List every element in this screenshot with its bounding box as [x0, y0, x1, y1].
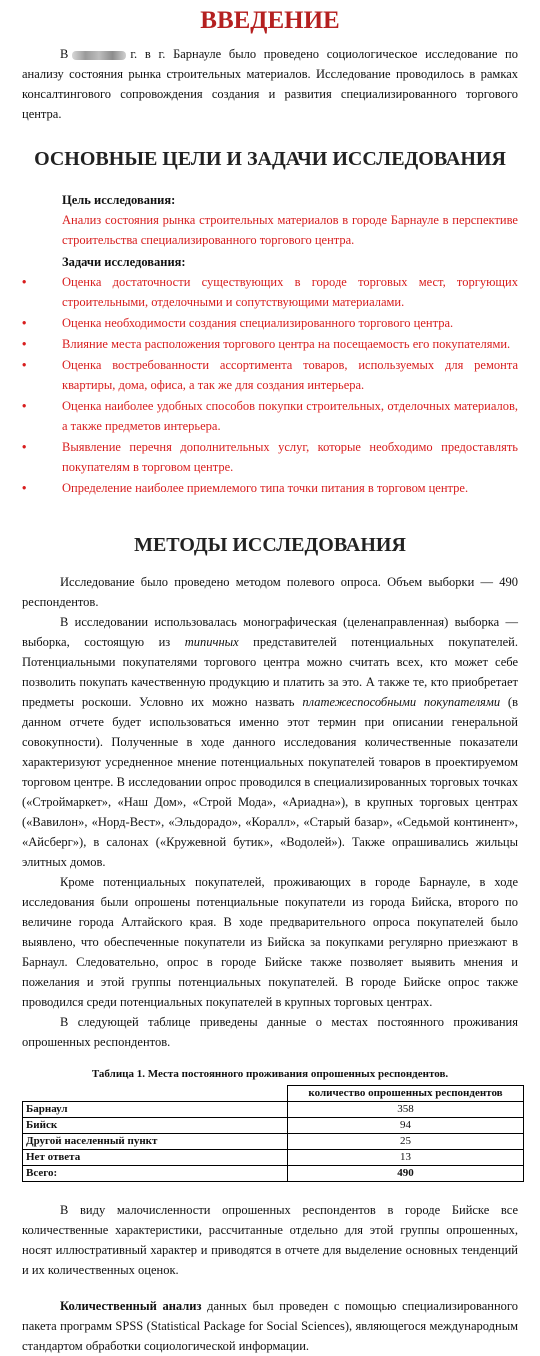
task-text: Оценка достаточности существующих в городе торговых мест, торгующих строительными, отделочными и сопутствующими материалами.: [62, 275, 518, 309]
methods-title: МЕТОДЫ ИССЛЕДОВАНИЯ: [134, 534, 406, 556]
table-row-name: Другой населенный пункт: [23, 1134, 288, 1150]
table-row-name: Бийск: [23, 1118, 288, 1134]
table-row-name: Барнаул: [23, 1102, 288, 1118]
intro-paragraph: [0, 44, 540, 124]
table-row-value: 490: [288, 1166, 524, 1182]
bullet-icon: •: [22, 440, 27, 454]
goal-label: Цель исследования:: [62, 193, 176, 207]
residence-table: [22, 1085, 524, 1182]
task-item: [0, 313, 540, 333]
table-row-value: 13: [288, 1150, 524, 1166]
methods-p2-text: представителей потенциальных покупателей. Потенциальными покупателями торгового центра можно считать всех, кто может себе позволить покупать качественную продукцию и платить за это. А также те, кто приобретает предметы роскоши. Условно их можно назвать: [22, 635, 519, 709]
bullet-icon: •: [22, 399, 27, 413]
spss-bold-term: Количественный анализ: [60, 1299, 202, 1313]
goal-text: Анализ состояния рынка строительных материалов в городе Барнауле в перспективе строительства специализированного торгового центра.: [62, 213, 518, 247]
table-header-row: [23, 1086, 524, 1102]
task-text: Оценка востребованности ассортимента товаров, используемых для ремонта квартиры, дома, офиса, а так же для создания интерьера.: [62, 358, 518, 392]
after-table-paragraph-1: В виду малочисленности опрошенных респондентов в городе Бийске все количественные характеристики, рассчитанные отдельно для этой группы опрошенных, носят иллюстративный характер и приводятся в отчете для выделение основных тенденций и их количественных оценок.: [22, 1203, 518, 1277]
tasks-label: Задачи исследования:: [62, 255, 186, 269]
table-row-value: 358: [288, 1102, 524, 1118]
task-item: [0, 355, 540, 395]
task-item: [0, 272, 540, 312]
table-row-name: Всего:: [23, 1166, 288, 1182]
table-caption: Таблица 1. Места постоянного проживания опрошенных респондентов.: [91, 1068, 449, 1080]
table-row-value: 94: [288, 1118, 524, 1134]
task-text: Оценка наиболее удобных способов покупки строительных, отделочных материалов, а также предметов интерьера.: [62, 399, 518, 433]
task-text: Выявление перечня дополнительных услуг, которые необходимо предоставлять покупателям в торговом центре.: [62, 440, 518, 474]
task-text: Влияние места расположения торгового центра на посещаемость его покупателями.: [62, 337, 511, 351]
bullet-icon: •: [22, 275, 27, 289]
tasks-list: [0, 272, 540, 498]
bullet-icon: •: [22, 481, 27, 495]
bullet-icon: •: [22, 358, 27, 372]
after-table-paragraph-2: [0, 1296, 540, 1356]
table-row: [23, 1102, 524, 1118]
table-row-value: 25: [288, 1134, 524, 1150]
table-row-name: Нет ответа: [23, 1150, 288, 1166]
table-total-row: [23, 1166, 524, 1182]
task-item: [0, 396, 540, 436]
task-item: [0, 334, 540, 354]
table-row: [23, 1150, 524, 1166]
table-corner-cell: [23, 1086, 288, 1102]
redacted-year-image: [72, 51, 126, 60]
methods-paragraph-2: [0, 612, 540, 872]
task-item: [0, 478, 540, 498]
task-text: Оценка необходимости создания специализированного торгового центра.: [62, 316, 454, 330]
intro-title: ВВЕДЕНИЕ: [200, 7, 340, 34]
methods-p2-text: В исследовании использовалась монографическая (целенаправленная) выборка — выборка, состоящую из: [22, 615, 518, 649]
intro-text-before: В: [60, 47, 69, 61]
table-column-header: количество опрошенных респондентов: [288, 1086, 524, 1102]
spss-text: данных был проведен с помощью специализированного пакета программ SPSS (Statistical Package for Social Sciences), являющегося международным стандартом обработки социологической информации.: [22, 1299, 518, 1353]
methods-p2-italic: платежеспособными покупателями: [302, 695, 501, 709]
methods-paragraph-1: Исследование было проведено методом полевого опроса. Объем выборки — 490 респондентов.: [22, 575, 518, 609]
task-item: [0, 437, 540, 477]
methods-paragraph-3: Кроме потенциальных покупателей, проживающих в городе Барнауле, в ходе исследования были опрошены потенциальные покупатели из города Бийска, второго по величине города Алтайского края. В ходе предварительного опроса покупателей было выявлено, что обеспеченные покупатели из Бийска за покупками регулярно приезжают в Барнаул. Следовательно, опрос в городе Бийске также позволяет выявить мнения и пожелания и этой группы потенциальных покупателей. В городе Бийске опрос также проводился среди потенциальных покупателей в крупных торговых центрах.: [22, 875, 518, 1009]
intro-text-after: г. в г. Барнауле было проведено социологическое исследование по анализу состояния рынка строительных материалов. Исследование проводилось в рамках консалтингового сопровождения создания и развития специализированного торгового центра.: [22, 47, 518, 121]
table-row: [23, 1118, 524, 1134]
goals-title: ОСНОВНЫЕ ЦЕЛИ И ЗАДАЧИ ИССЛЕДОВАНИЯ: [34, 148, 506, 170]
methods-p2-text: (в данном отчете будет использоваться именно этот термин при описании генеральной совокупности). Полученные в ходе данного исследования количественные показатели характеризуют усредненное мнение потенциальных покупателей товаров в проектируемом торговом центре. В исследовании опрос проводился в специализированных торговых точках («Строймаркет», «Наш Дом», «Строй Мода», «Ариадна»), в крупных торговых центрах («Вавилон», «Норд-Вест», «Эльдорадо», «Коралл», «Старый базар», «Седьмой континент», «Айсберг»), в салонах («Кружевной бутик», «Водолей»). Также опрашивались жильцы элитных домов.: [22, 695, 518, 869]
bullet-icon: •: [22, 316, 27, 330]
methods-paragraph-4: В следующей таблице приведены данные о местах постоянного проживания опрошенных респондентов.: [22, 1015, 518, 1049]
bullet-icon: •: [22, 337, 27, 351]
methods-p2-italic: типичных: [184, 635, 239, 649]
table-row: [23, 1134, 524, 1150]
task-text: Определение наиболее приемлемого типа точки питания в торговом центре.: [62, 481, 469, 495]
